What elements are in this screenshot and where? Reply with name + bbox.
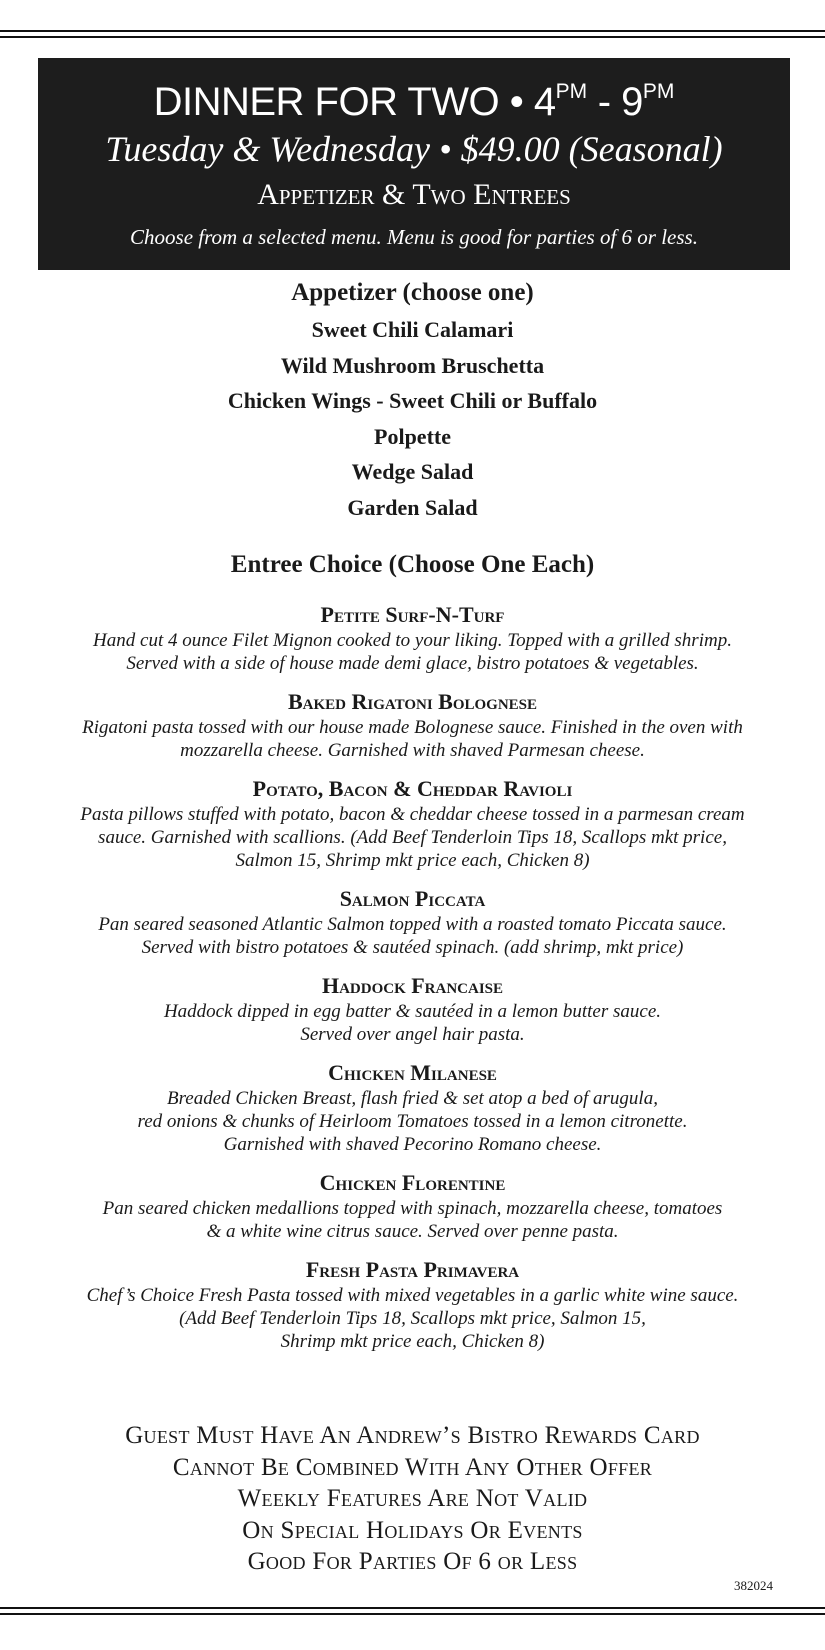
offer-note: Choose from a selected menu. Menu is good for parties of 6 or less.	[130, 225, 698, 249]
entree-description: Breaded Chicken Breast, flash fried & set atop a bed of arugula,	[167, 1088, 658, 1109]
pm-start: PM	[555, 80, 588, 103]
terms-line: Guest Must Have An Andrew’s Bistro Rewards Card	[125, 1422, 700, 1449]
entree-description: Haddock dipped in egg batter & sautéed in a lemon butter sauce.	[163, 1001, 662, 1022]
entree-description: Pasta pillows stuffed with potato, bacon & cheddar cheese tossed in a parmesan cream	[80, 804, 745, 825]
entree-name: Petite Surf-N-Turf	[320, 602, 505, 627]
entree-name: Salmon Piccata	[339, 886, 486, 911]
entree-description: Rigatoni pasta tossed with our house made Bolognese sauce. Finished in the oven with	[82, 717, 743, 738]
terms-line: Weekly Features Are Not Valid	[237, 1485, 588, 1512]
entree-name: Potato, Bacon & Cheddar Ravioli	[252, 776, 573, 801]
top-rule-inner	[0, 36, 825, 38]
entree-description: Garnished with shaved Pecorino Romano cheese.	[223, 1134, 602, 1155]
entree-description: Pan seared chicken medallions topped with spinach, mozzarella cheese, tomatoes	[102, 1198, 723, 1219]
entree-name: Fresh Pasta Primavera	[305, 1257, 520, 1282]
days-price: Tuesday & Wednesday • $49.00 (Seasonal)	[105, 129, 723, 169]
entree-heading: Entree Choice (Choose One Each)	[230, 551, 595, 578]
entree-description: Salmon 15, Shrimp mkt price each, Chicken 8)	[235, 850, 590, 871]
appetizer-item: Chicken Wings - Sweet Chili or Buffalo	[227, 388, 598, 414]
entree-name: Haddock Francaise	[321, 973, 504, 998]
entree-description: Served with a side of house made demi glace, bistro potatoes & vegetables.	[126, 653, 699, 674]
entree-item	[0, 775, 825, 872]
entree-description: Served with bistro potatoes & sautéed spinach. (add shrimp, mkt price)	[141, 937, 684, 958]
entree-item	[0, 688, 825, 762]
entree-item	[0, 972, 825, 1046]
appetizer-item: Sweet Chili Calamari	[311, 317, 514, 342]
entree-description: (Add Beef Tenderloin Tips 18, Scallops mkt price, Salmon 15,	[179, 1308, 646, 1329]
entree-heading-block	[0, 547, 825, 583]
menu-code: 382024	[734, 1578, 773, 1593]
appetizer-section	[0, 275, 825, 526]
pm-end: PM	[642, 80, 675, 103]
entree-item	[0, 1256, 825, 1353]
appetizer-list	[0, 312, 825, 526]
entree-item	[0, 1169, 825, 1243]
entree-description: mozzarella cheese. Garnished with shaved Parmesan cheese.	[180, 740, 645, 761]
appetizer-item: Wild Mushroom Bruschetta	[280, 352, 545, 378]
entree-description: Hand cut 4 ounce Filet Mignon cooked to your liking. Topped with a grilled shrimp.	[93, 630, 732, 651]
title-separator: - 9	[587, 80, 643, 124]
bottom-rule-outer	[0, 1607, 825, 1609]
entree-name: Chicken Florentine	[319, 1170, 506, 1195]
entree-description: Pan seared seasoned Atlantic Salmon topped with a roasted tomato Piccata sauce.	[98, 914, 727, 935]
terms-line: On Special Holidays Or Events	[242, 1516, 583, 1544]
appetizer-item: Wedge Salad	[351, 459, 474, 485]
top-rule-outer	[0, 30, 825, 32]
terms-line: Cannot Be Combined With Any Other Offer	[172, 1453, 653, 1481]
entree-name: Baked Rigatoni Bolognese	[287, 689, 538, 714]
entree-item	[0, 601, 825, 675]
entree-description: Shrimp mkt price each, Chicken 8)	[280, 1331, 545, 1352]
terms-line: Good For Parties Of 6 or Less	[247, 1548, 578, 1575]
entree-description: sauce. Garnished with scallions. (Add Beef Tenderloin Tips 18, Scallops mkt price,	[98, 827, 727, 848]
entree-item	[0, 885, 825, 959]
offer-terms	[0, 1420, 825, 1578]
entree-name: Chicken Milanese	[328, 1060, 497, 1085]
page-title	[38, 66, 790, 128]
offer-tagline: Appetizer & Two Entrees	[257, 178, 571, 211]
appetizer-item: Polpette	[374, 423, 451, 449]
entree-description: & a white wine citrus sauce. Served over penne pasta.	[206, 1221, 619, 1242]
appetizer-heading: Appetizer (choose one)	[291, 279, 534, 306]
bottom-rule-inner	[0, 1613, 825, 1615]
title-text: DINNER FOR TWO • 4	[153, 80, 556, 124]
header-banner	[38, 58, 790, 270]
entree-item	[0, 1059, 825, 1156]
entree-description: Chef’s Choice Fresh Pasta tossed with mixed vegetables in a garlic white wine sauce.	[86, 1285, 739, 1306]
entree-list	[0, 601, 825, 1366]
entree-description: Served over angel hair pasta.	[300, 1024, 525, 1045]
entree-description: red onions & chunks of Heirloom Tomatoes tossed in a lemon citronette.	[137, 1111, 688, 1132]
appetizer-item: Garden Salad	[347, 494, 478, 520]
